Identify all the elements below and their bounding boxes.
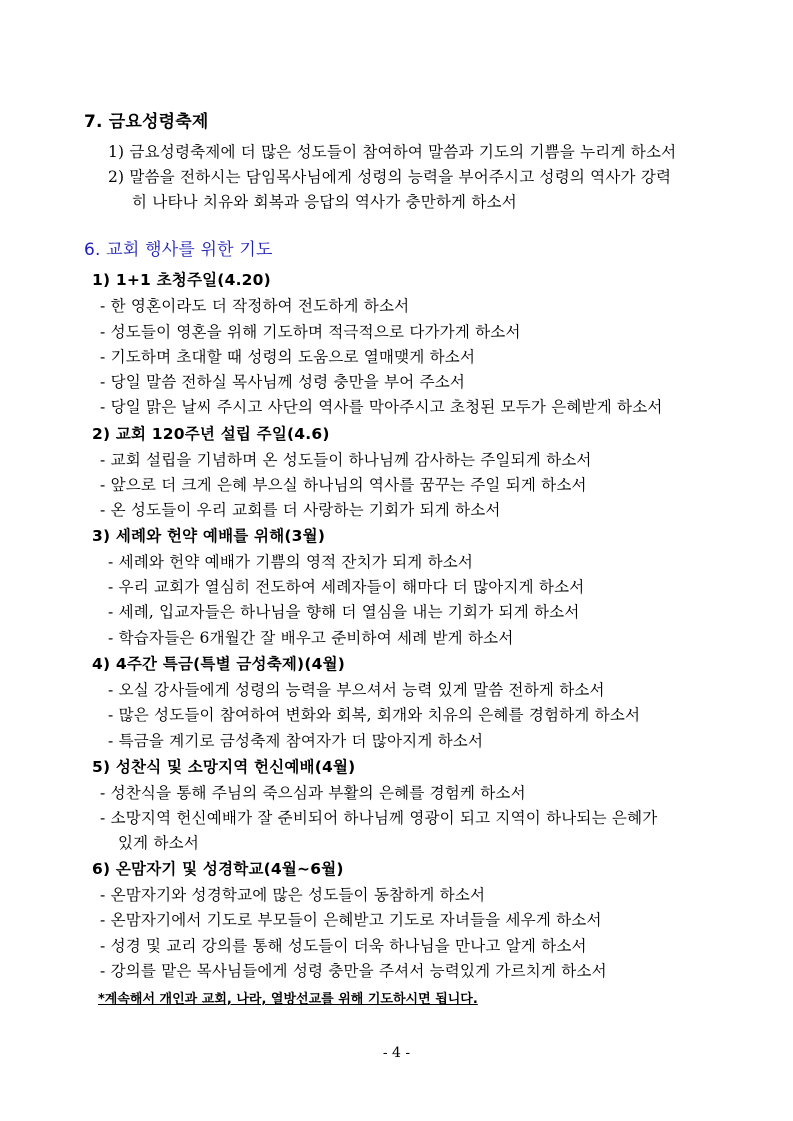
closing-note: *계속해서 개인과 교회, 나라, 열방선교를 위해 기도하시면 됩니다. <box>98 992 478 1007</box>
group-2-item-2: - 앞으로 더 크게 은혜 부으실 하나님의 역사를 꿈꾸는 주일 되게 하소서 <box>100 476 587 494</box>
group-6-item-3: - 성경 및 교리 강의를 통해 성도들이 더욱 하나님을 만나고 알게 하소서 <box>100 937 587 955</box>
section-7-heading: 7. 금요성령축제 <box>84 112 209 132</box>
group-3-item-4: - 학습자들은 6개월간 잘 배우고 준비하여 세례 받게 하소서 <box>108 629 514 647</box>
group-1-item-4: - 당일 말씀 전하실 목사님께 성령 충만을 부어 주소서 <box>100 373 466 391</box>
group-5-item-1: - 성찬식을 통해 주님의 죽으심과 부활의 은혜를 경험케 하소서 <box>100 784 526 802</box>
group-3-title: 3) 세례와 헌약 예배를 위해(3월) <box>92 527 326 545</box>
group-6-title: 6) 온맘자기 및 성경학교(4월~6월) <box>92 860 344 878</box>
group-4-item-2: - 많은 성도들이 참여하여 변화와 회복, 회개와 치유의 은혜를 경험하게 하소서 <box>108 706 641 724</box>
group-1-title: 1) 1+1 초청주일(4.20) <box>92 271 271 289</box>
group-5-item-2-continued: 있게 하소서 <box>118 834 199 852</box>
group-3-item-3: - 세례, 입교자들은 하나님을 향해 더 열심을 내는 기회가 되게 하소서 <box>108 603 580 621</box>
section-7-item-1: 1) 금요성령축제에 더 많은 성도들이 참여하여 말씀과 기도의 기쁨을 누리게 하소서 <box>108 143 677 161</box>
section-7-item-2: 2) 말씀을 전하시는 담임목사님에게 성령의 능력을 부어주시고 성령의 역사가 강력 <box>108 168 672 186</box>
group-2-item-3: - 온 성도들이 우리 교회를 더 사랑하는 기회가 되게 하소서 <box>100 501 501 519</box>
group-4-title: 4) 4주간 특금(특별 금성축제)(4월) <box>92 655 346 673</box>
group-1-item-2: - 성도들이 영혼을 위해 기도하며 적극적으로 다가가게 하소서 <box>100 323 521 341</box>
group-6-item-4: - 강의를 맡은 목사님들에게 성령 충만을 주셔서 능력있게 가르치게 하소서 <box>100 962 607 980</box>
group-5-item-2: - 소망지역 헌신예배가 잘 준비되어 하나님께 영광이 되고 지역이 하나되는 은혜가 <box>100 809 658 827</box>
group-6-item-1: - 온맘자기와 성경학교에 많은 성도들이 동참하게 하소서 <box>100 886 486 904</box>
group-2-title: 2) 교회 120주년 설립 주일(4.6) <box>92 425 330 443</box>
group-6-item-2: - 온맘자기에서 기도로 부모들이 은혜받고 기도로 자녀들을 세우게 하소서 <box>100 911 602 929</box>
group-3-item-1: - 세례와 헌약 예배가 기쁨의 영적 잔치가 되게 하소서 <box>108 553 474 571</box>
section-7-item-2-continued: 히 나타나 치유와 회복과 응답의 역사가 충만하게 하소서 <box>132 193 517 211</box>
group-1-item-3: - 기도하며 초대할 때 성령의 도움으로 열매맺게 하소서 <box>100 348 476 366</box>
group-1-item-5: - 당일 맑은 날씨 주시고 사단의 역사를 막아주시고 초청된 모두가 은혜받게 하소서 <box>100 398 663 416</box>
page-number: - 4 - <box>382 1045 411 1061</box>
group-3-item-2: - 우리 교회가 열심히 전도하여 세례자들이 해마다 더 많아지게 하소서 <box>108 578 585 596</box>
section-6-heading: 6. 교회 행사를 위한 기도 <box>84 240 273 260</box>
group-4-item-3: - 특금을 계기로 금성축제 참여자가 더 많아지게 하소서 <box>108 732 484 750</box>
group-2-item-1: - 교회 설립을 기념하며 온 성도들이 하나님께 감사하는 주일되게 하소서 <box>100 451 592 469</box>
group-4-item-1: - 오실 강사들에게 성령의 능력을 부으셔서 능력 있게 말씀 전하게 하소서 <box>108 681 605 699</box>
group-5-title: 5) 성찬식 및 소망지역 헌신예배(4월) <box>92 758 356 776</box>
group-1-item-1: - 한 영혼이라도 더 작정하여 전도하게 하소서 <box>100 297 410 315</box>
